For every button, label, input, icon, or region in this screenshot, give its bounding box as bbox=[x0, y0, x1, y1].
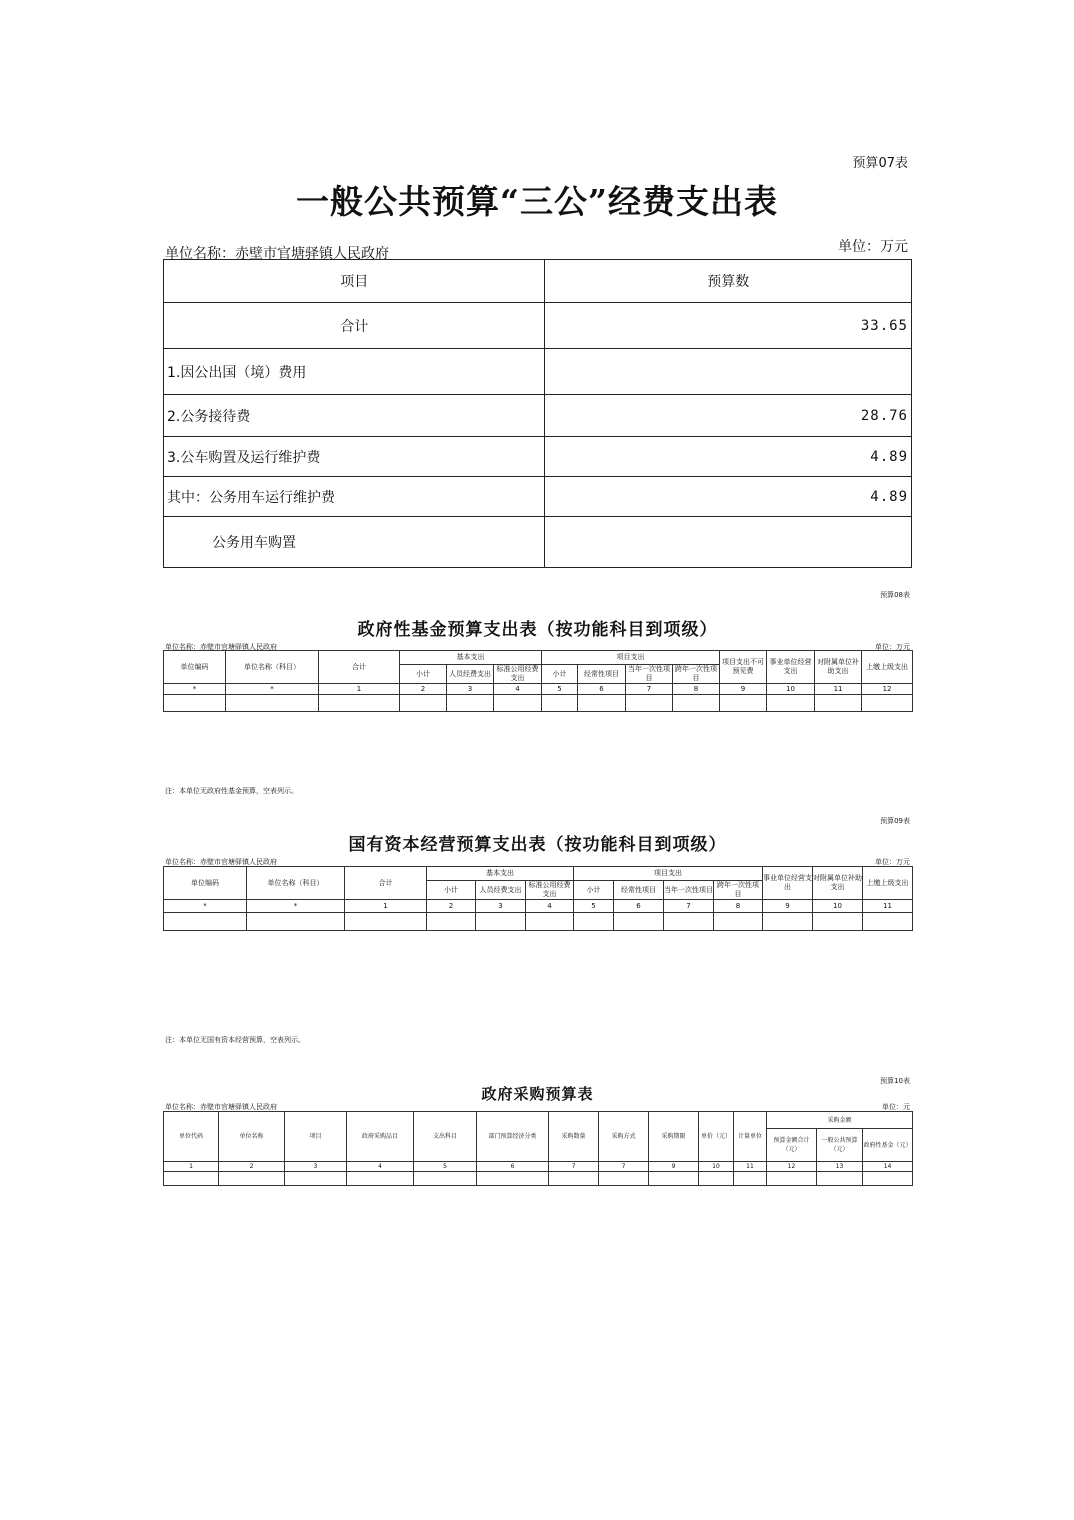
row-value: 28.76 bbox=[545, 395, 912, 437]
index-cell: 9 bbox=[649, 1162, 699, 1172]
table-row bbox=[164, 303, 912, 349]
index-cell: 11 bbox=[734, 1162, 767, 1172]
table-row bbox=[164, 437, 912, 477]
unit-name: 单位名称：赤壁市官塘驿镇人民政府 bbox=[165, 643, 277, 651]
index-cell: 9 bbox=[763, 900, 813, 913]
col-catalog: 政府采购品目 bbox=[347, 1112, 414, 1162]
index-cell: 8 bbox=[673, 684, 720, 695]
index-cell: * bbox=[247, 900, 345, 913]
row-label: 公务用车购置 bbox=[164, 517, 545, 568]
row-value bbox=[545, 349, 912, 395]
col-4: 小计 bbox=[574, 881, 614, 900]
row-value: 33.65 bbox=[545, 303, 912, 349]
unit-name: 单位名称：赤壁市官塘驿镇人民政府 bbox=[165, 1103, 277, 1111]
col-7: 跨年一次性项目 bbox=[673, 665, 720, 684]
col-6: 当年一次性项目 bbox=[664, 881, 714, 900]
table-row bbox=[164, 517, 912, 568]
table-note: 注：本单位无国有资本经营预算，空表列示。 bbox=[165, 1036, 305, 1044]
index-cell: 6 bbox=[578, 684, 626, 695]
col-8: 事业单位经营支出 bbox=[763, 867, 813, 900]
col-10: 上缴上级支出 bbox=[863, 867, 913, 900]
col-amount-fund: 政府性基金（元） bbox=[863, 1129, 913, 1162]
col-unit-name: 单位名称（科目） bbox=[247, 867, 345, 900]
three-public-expenses-table bbox=[163, 259, 912, 568]
index-cell: * bbox=[164, 684, 226, 695]
index-cell: 7 bbox=[626, 684, 673, 695]
index-cell: 12 bbox=[767, 1162, 817, 1172]
index-cell: 2 bbox=[427, 900, 476, 913]
col-9: 事业单位经营支出 bbox=[767, 651, 815, 684]
index-cell: 3 bbox=[447, 684, 494, 695]
index-cell: 2 bbox=[400, 684, 447, 695]
index-cell: 4 bbox=[494, 684, 542, 695]
index-cell: 5 bbox=[542, 684, 578, 695]
col-unit-code: 单位编码 bbox=[164, 867, 247, 900]
header-budget: 预算数 bbox=[545, 260, 912, 303]
index-cell: 2 bbox=[219, 1162, 285, 1172]
unit-name: 单位名称：赤壁市官塘驿镇人民政府 bbox=[165, 246, 389, 262]
col-11: 上缴上级支出 bbox=[862, 651, 913, 684]
index-cell: 1 bbox=[345, 900, 427, 913]
index-cell: 14 bbox=[863, 1162, 913, 1172]
col-unit-name: 单位名称 bbox=[219, 1112, 285, 1162]
index-cell: 7 bbox=[599, 1162, 649, 1172]
row-label: 其中：公务用车运行维护费 bbox=[164, 477, 545, 517]
index-cell: 7 bbox=[664, 900, 714, 913]
table-code: 预算10表 bbox=[880, 1077, 910, 1085]
index-cell: 6 bbox=[477, 1162, 549, 1172]
col-total: 合计 bbox=[319, 651, 400, 684]
col-project: 项目支出 bbox=[542, 651, 720, 665]
col-project: 项目支出 bbox=[574, 867, 763, 881]
index-cell: 5 bbox=[574, 900, 614, 913]
index-cell: 1 bbox=[164, 1162, 219, 1172]
col-4: 小计 bbox=[542, 665, 578, 684]
col-2: 人员经费支出 bbox=[476, 881, 526, 900]
table-note: 注：本单位无政府性基金预算，空表列示。 bbox=[165, 787, 298, 795]
index-cell: 4 bbox=[526, 900, 574, 913]
index-cell: * bbox=[226, 684, 319, 695]
col-subject: 支出科目 bbox=[414, 1112, 477, 1162]
col-project: 项目 bbox=[285, 1112, 347, 1162]
col-10: 对附属单位补助支出 bbox=[815, 651, 862, 684]
col-7: 跨年一次性项目 bbox=[714, 881, 763, 900]
col-5: 经常性项目 bbox=[578, 665, 626, 684]
col-measure-unit: 计量单位 bbox=[734, 1112, 767, 1162]
col-unit-code: 单位代码 bbox=[164, 1112, 219, 1162]
row-label: 3.公车购置及运行维护费 bbox=[164, 437, 545, 477]
index-cell: 12 bbox=[862, 684, 913, 695]
col-amount-total: 预算金额合计（元） bbox=[767, 1129, 817, 1162]
table-row bbox=[164, 395, 912, 437]
col-9: 对附属单位补助支出 bbox=[813, 867, 863, 900]
col-method: 采购方式 bbox=[599, 1112, 649, 1162]
col-8: 项目支出不可预见费 bbox=[720, 651, 767, 684]
index-cell: 11 bbox=[863, 900, 913, 913]
row-value: 4.89 bbox=[545, 437, 912, 477]
row-label: 1.因公出国（境）费用 bbox=[164, 349, 545, 395]
index-row bbox=[164, 900, 913, 913]
fund-budget-table bbox=[163, 650, 913, 712]
col-2: 人员经费支出 bbox=[447, 665, 494, 684]
col-basic: 基本支出 bbox=[427, 867, 574, 881]
table-row bbox=[164, 349, 912, 395]
row-value bbox=[545, 517, 912, 568]
col-period: 采购期限 bbox=[649, 1112, 699, 1162]
col-unit-name: 单位名称（科目） bbox=[226, 651, 319, 684]
header-item: 项目 bbox=[164, 260, 545, 303]
col-economic-class: 部门预算经济分类 bbox=[477, 1112, 549, 1162]
index-cell: 8 bbox=[714, 900, 763, 913]
row-value: 4.89 bbox=[545, 477, 912, 517]
index-cell: 1 bbox=[319, 684, 400, 695]
index-cell: 13 bbox=[817, 1162, 863, 1172]
empty-row bbox=[164, 1172, 913, 1186]
col-basic: 基本支出 bbox=[400, 651, 542, 665]
col-3: 标准公用经费支出 bbox=[526, 881, 574, 900]
empty-row bbox=[164, 913, 913, 931]
section-title: 政府采购预算表 bbox=[481, 1085, 594, 1103]
index-cell: 9 bbox=[720, 684, 767, 695]
section-title: 国有资本经营预算支出表（按功能科目到项级） bbox=[348, 835, 727, 855]
col-total: 合计 bbox=[345, 867, 427, 900]
index-cell: 6 bbox=[614, 900, 664, 913]
index-cell: 3 bbox=[476, 900, 526, 913]
index-cell: 11 bbox=[815, 684, 862, 695]
table-row bbox=[164, 477, 912, 517]
col-amount-general: 一般公共预算（元） bbox=[817, 1129, 863, 1162]
unit-label: 单位：万元 bbox=[875, 858, 910, 866]
index-cell: 5 bbox=[414, 1162, 477, 1172]
row-label: 合计 bbox=[164, 303, 545, 349]
col-quantity: 采购数量 bbox=[549, 1112, 599, 1162]
index-row bbox=[164, 1162, 913, 1172]
col-5: 经常性项目 bbox=[614, 881, 664, 900]
col-unit-price: 单价（元） bbox=[699, 1112, 734, 1162]
unit-label: 单位：元 bbox=[882, 1103, 910, 1111]
unit-label: 单位：万元 bbox=[875, 643, 910, 651]
index-cell: 10 bbox=[699, 1162, 734, 1172]
capital-budget-table bbox=[163, 866, 913, 931]
col-1: 小计 bbox=[400, 665, 447, 684]
empty-row bbox=[164, 695, 913, 712]
col-unit-code: 单位编码 bbox=[164, 651, 226, 684]
table-code: 预算09表 bbox=[880, 817, 910, 825]
unit-name: 单位名称：赤壁市官塘驿镇人民政府 bbox=[165, 858, 277, 866]
index-cell: 10 bbox=[767, 684, 815, 695]
col-6: 当年一次性项目 bbox=[626, 665, 673, 684]
row-label: 2.公务接待费 bbox=[164, 395, 545, 437]
index-cell: 7 bbox=[549, 1162, 599, 1172]
index-cell: 3 bbox=[285, 1162, 347, 1172]
col-1: 小计 bbox=[427, 881, 476, 900]
header-row bbox=[164, 260, 912, 303]
procurement-budget-table bbox=[163, 1111, 913, 1186]
col-3: 标准公用经费支出 bbox=[494, 665, 542, 684]
index-cell: 10 bbox=[813, 900, 863, 913]
page-title: 一般公共预算“三公”经费支出表 bbox=[296, 182, 778, 221]
unit-label: 单位：万元 bbox=[838, 239, 908, 255]
index-row bbox=[164, 684, 913, 695]
table-code: 预算07表 bbox=[852, 156, 908, 171]
section-title: 政府性基金预算支出表（按功能科目到项级） bbox=[357, 620, 718, 640]
index-cell: 4 bbox=[347, 1162, 414, 1172]
index-cell: * bbox=[164, 900, 247, 913]
table-code: 预算08表 bbox=[880, 591, 910, 599]
col-amount-group: 采购金额 bbox=[767, 1112, 913, 1129]
